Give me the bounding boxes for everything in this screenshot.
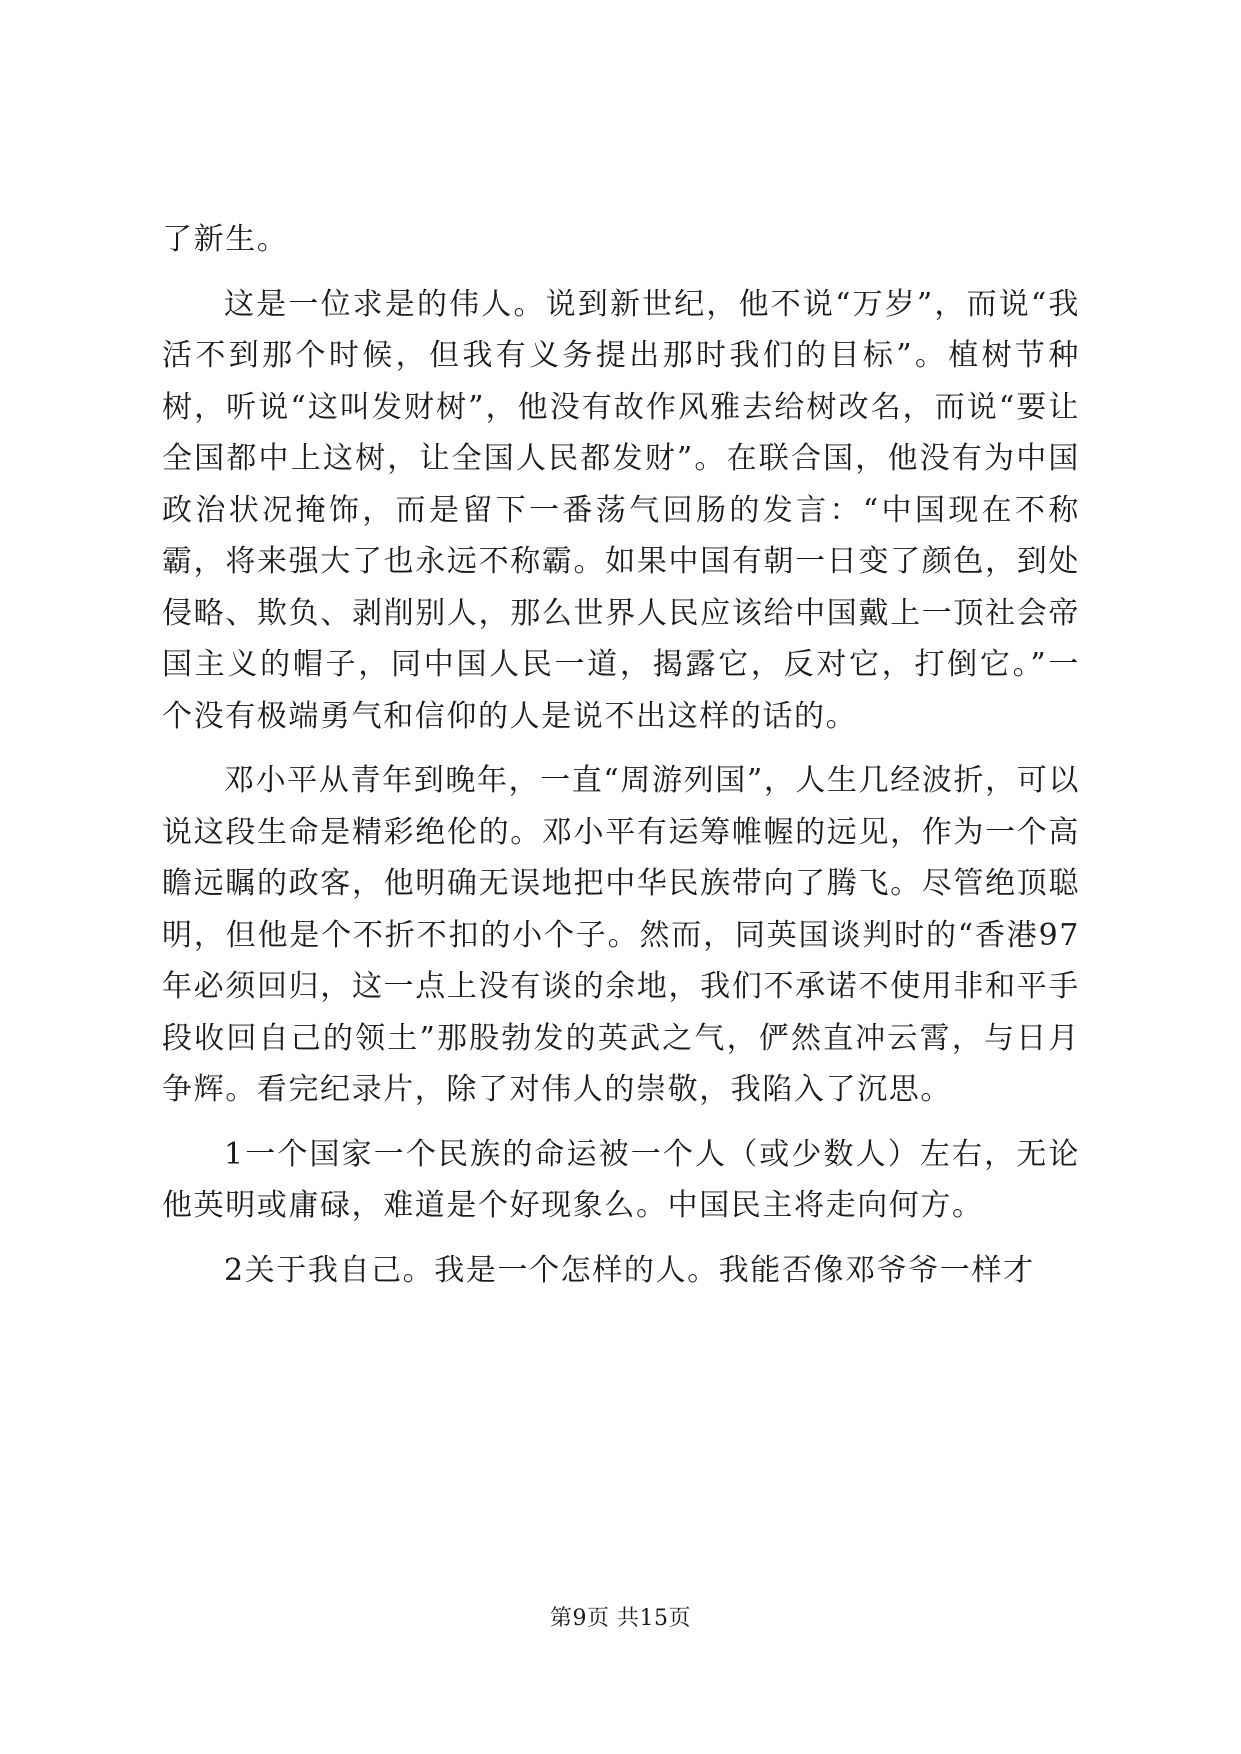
page-footer: 第9页 共15页	[550, 1606, 691, 1631]
document-body	[162, 214, 1080, 1309]
paragraph-great-man: 这是一位求是的伟人。说到新世纪，他不说“万岁”，而说“我活不到那个时候，但我有义务提出那时我们的目标”。植树节种树，听说“这叫发财树”，他没有故作风雅去给树改名，而说“要让全国都中上这树，让全国人民都发财”。在联合国，他没有为中国政治状况掩饰，而是留下一番荡气回肠的发言：“中国现在不称霸，将来强大了也永远不称霸。如果中国有朝一日变了颜色，到处侵略、欺负、剥削别人，那么世界人民应该给中国戴上一顶社会帝国主义的帽子，同中国人民一道，揭露它，反对它，打倒它。”一个没有极端勇气和信仰的人是说不出这样的话的。	[162, 286, 1080, 734]
paragraph-continuation: 了新生。	[162, 222, 289, 257]
paragraph-point-2: 2关于我自己。我是一个怎样的人。我能否像邓爷爷一样才	[224, 1252, 1035, 1288]
paragraph-life-journey: 邓小平从青年到晚年，一直“周游列国”，人生几经波折，可以说这段生命是精彩绝伦的。邓小平有运筹帷幄的远见，作为一个高瞻远瞩的政客，他明确无误地把中华民族带向了腾飞。尽管绝顶聪明，但他是个不折不扣的小个子。然而，同英国谈判时的“香港97年必须回归，这一点上没有谈的余地，我们不承诺不使用非和平手段收回自己的领土”那股勃发的英武之气，俨然直冲云霄，与日月争辉。看完纪录片，除了对伟人的崇敬，我陷入了沉思。	[162, 763, 1080, 1107]
paragraph-point-1: 1一个国家一个民族的命运被一个人（或少数人）左右，无论他英明或庸碌，难道是个好现象么。中国民主将走向何方。	[162, 1136, 1080, 1223]
